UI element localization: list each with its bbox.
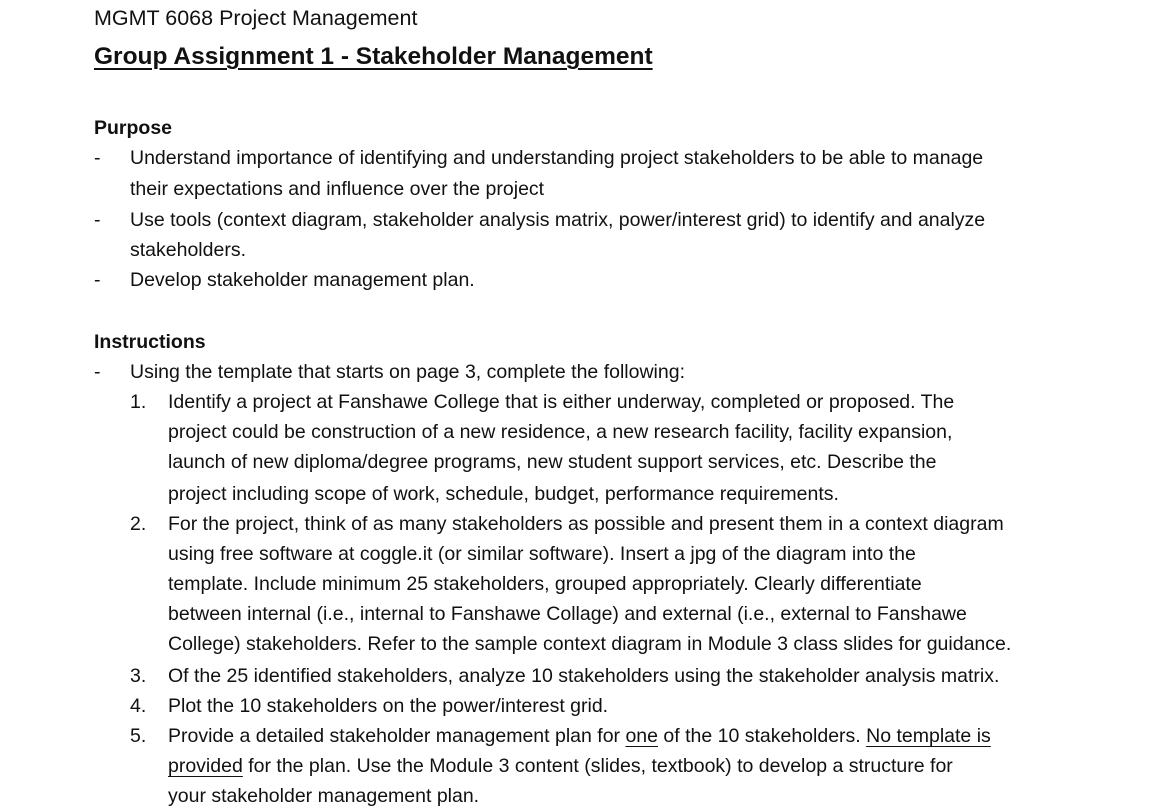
item-number: 1.: [130, 391, 147, 413]
instructions-heading: Instructions: [94, 331, 206, 353]
purpose-line: Use tools (context diagram, stakeholder analysis matrix, power/interest grid) to identify and analyze: [130, 209, 986, 231]
item-text: Provide a detailed stakeholder management plan for: [168, 725, 626, 747]
purpose-line: Develop stakeholder management plan.: [130, 269, 475, 291]
item-number: 3.: [130, 665, 147, 687]
item-text: for the plan. Use the Module 3 content (slides, textbook) to develop a structure for: [242, 755, 953, 777]
item-line: template. Include minimum 25 stakeholders, grouped appropriately. Clearly differentiate: [168, 573, 922, 595]
course-title: MGMT 6068 Project Management: [94, 6, 418, 30]
item-number: 2.: [130, 513, 147, 535]
purpose-bullet: -: [94, 147, 101, 169]
purpose-bullet: -: [94, 209, 101, 231]
underlined-text: one: [625, 725, 658, 747]
item-number: 5.: [130, 725, 147, 747]
item-line: College) stakeholders. Refer to the sample context diagram in Module 3 class slides for guidance.: [168, 633, 1012, 655]
item-line: For the project, think of as many stakeholders as possible and present them in a context diagram: [168, 513, 1004, 535]
instructions-intro: Using the template that starts on page 3, complete the following:: [130, 361, 685, 383]
item-line: your stakeholder management plan.: [168, 785, 480, 807]
item-line: [168, 754, 953, 778]
item-line: project including scope of work, schedule, budget, performance requirements.: [168, 483, 839, 505]
item-line: launch of new diploma/degree programs, new student support services, etc. Describe the: [168, 451, 937, 473]
underlined-text: provided: [168, 755, 243, 777]
instructions-bullet: -: [94, 361, 101, 383]
item-line: project could be construction of a new residence, a new research facility, facility expansion,: [168, 421, 953, 443]
purpose-bullet: -: [94, 269, 101, 291]
item-line: between internal (i.e., internal to Fanshawe Collage) and external (i.e., external to Fanshawe: [168, 603, 967, 625]
purpose-heading: Purpose: [94, 117, 173, 139]
purpose-line: their expectations and influence over the project: [130, 178, 545, 200]
item-text: of the 10 stakeholders.: [658, 725, 867, 747]
assignment-title: Group Assignment 1 - Stakeholder Management: [94, 43, 653, 70]
item-line: Plot the 10 stakeholders on the power/interest grid.: [168, 695, 609, 717]
item-number: 4.: [130, 695, 147, 717]
item-line: [168, 724, 991, 748]
purpose-line: stakeholders.: [130, 239, 246, 261]
item-line: Identify a project at Fanshawe College that is either underway, completed or proposed. The: [168, 391, 955, 413]
underlined-text: No template is: [866, 725, 991, 747]
item-line: using free software at coggle.it (or similar software). Insert a jpg of the diagram into the: [168, 543, 916, 565]
purpose-line: Understand importance of identifying and understanding project stakeholders to be able to manage: [130, 147, 984, 169]
item-line: Of the 25 identified stakeholders, analyze 10 stakeholders using the stakeholder analysis matrix.: [168, 665, 1000, 687]
